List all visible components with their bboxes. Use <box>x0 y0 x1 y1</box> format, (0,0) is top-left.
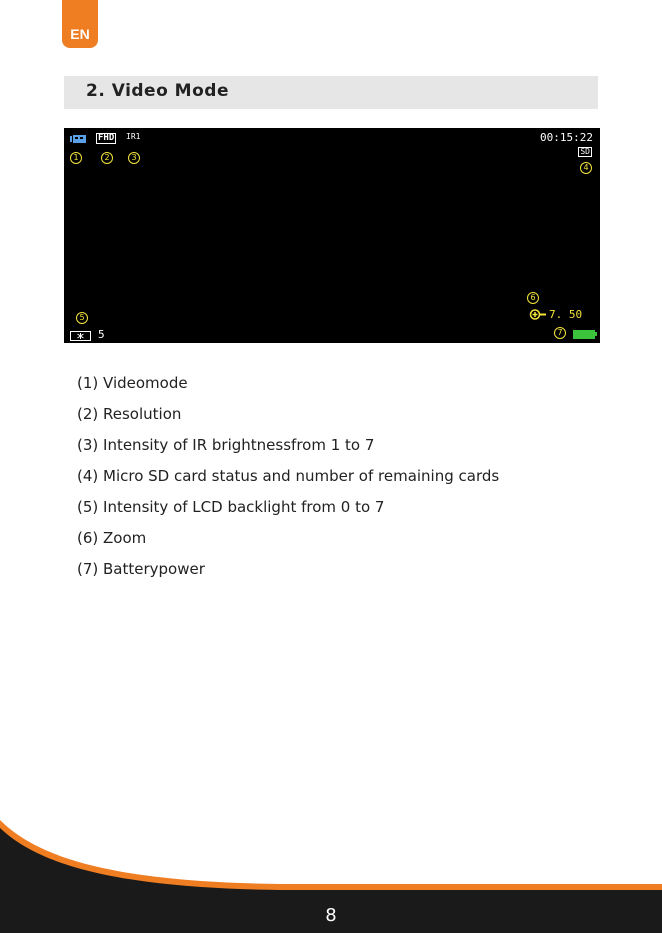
marker-4: 4 <box>580 162 592 174</box>
recording-time: 00:15:22 <box>540 131 593 144</box>
marker-6: 6 <box>527 292 539 304</box>
list-item: (1) Videomode <box>77 374 188 392</box>
video-camera-icon <box>70 134 88 143</box>
section-title: 2. Video Mode <box>86 81 229 101</box>
marker-7: 7 <box>554 327 566 339</box>
list-item: (3) Intensity of IR brightnessfrom 1 to 7 <box>77 436 375 454</box>
marker-2: 2 <box>101 152 113 164</box>
ir-intensity-label: IR1 <box>126 132 141 141</box>
marker-3: 3 <box>128 152 140 164</box>
marker-1: 1 <box>70 152 82 164</box>
video-mode-screen <box>64 128 600 343</box>
list-item: (7) Batterypower <box>77 560 205 578</box>
list-item: (6) Zoom <box>77 529 147 547</box>
list-item: (2) Resolution <box>77 405 182 423</box>
lcd-backlight-level: 5 <box>98 328 105 341</box>
page-number: 8 <box>325 905 337 926</box>
battery-terminal <box>595 332 597 336</box>
language-tab: EN <box>62 0 98 48</box>
section-header <box>64 76 598 109</box>
zoom-value: 7. 50 <box>549 308 583 321</box>
description-list <box>77 370 499 587</box>
marker-5: 5 <box>76 312 88 324</box>
list-item: (5) Intensity of LCD backlight from 0 to 7 <box>77 498 385 516</box>
list-item: (4) Micro SD card status and number of remaining cards <box>77 467 500 485</box>
sd-card-badge: SD <box>580 147 590 156</box>
zoom-icon <box>529 309 547 320</box>
battery-icon <box>573 330 595 339</box>
resolution-badge: FHD <box>98 133 115 143</box>
lcd-backlight-icon <box>70 331 91 341</box>
